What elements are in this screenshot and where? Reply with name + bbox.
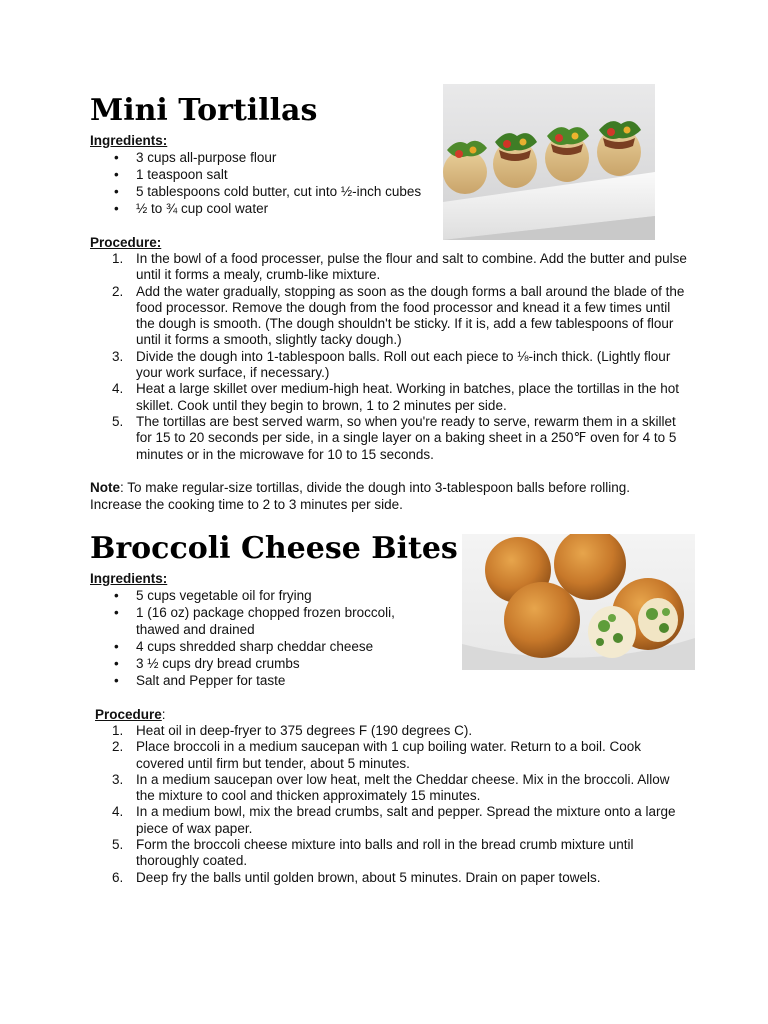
list-item bbox=[90, 251, 690, 284]
step-number: 3. bbox=[112, 771, 124, 787]
list-item bbox=[90, 772, 690, 805]
step-text: Divide the dough into 1-tablespoon balls. Roll out each piece to ⅛-inch thick. (Lightly flour your work surface, if necessary.) bbox=[136, 348, 671, 381]
step-number: 3. bbox=[112, 348, 124, 364]
list-item: • 3 cups all-purpose flour bbox=[90, 149, 690, 166]
note-paragraph bbox=[90, 479, 660, 513]
list-item: • 3 ½ cups dry bread crumbs bbox=[90, 655, 690, 672]
procedure-list bbox=[90, 723, 690, 886]
tacos-photo bbox=[443, 84, 655, 240]
procedure-heading: Procedure: bbox=[90, 235, 162, 250]
broccoli-bites-photo-illustration bbox=[462, 534, 695, 670]
list-item bbox=[90, 723, 690, 739]
procedure-list bbox=[90, 251, 690, 463]
step-number: 4. bbox=[112, 804, 124, 820]
step-number: 1. bbox=[112, 723, 124, 738]
step-number: 5. bbox=[112, 413, 124, 429]
procedure-heading-wrap bbox=[95, 706, 690, 723]
list-item: • Salt and Pepper for taste bbox=[90, 672, 690, 689]
recipe-title: Broccoli Cheese Bites bbox=[90, 531, 458, 566]
tacos-photo-illustration bbox=[443, 84, 655, 240]
step-number: 2. bbox=[112, 739, 124, 755]
list-item: • 1 teaspoon salt bbox=[90, 166, 690, 183]
list-item: • 5 tablespoons cold butter, cut into ½-inch cubes bbox=[90, 183, 690, 200]
note-text: : To make regular-size tortillas, divide the dough into 3-tablespoon balls before rolling. Increase the cooking time to 2 to 3 minutes per side. bbox=[90, 479, 631, 512]
list-item: • ½ to ¾ cup cool water bbox=[90, 200, 690, 217]
step-number: 1. bbox=[112, 251, 124, 266]
step-text: Add the water gradually, stopping as soon as the dough forms a ball around the blade of the food processor. Remove the dough from the food processor and knead it a few times until the dough is smooth. (The dough shouldn't be sticky. If it is, add a few tablespoons of flour until it forms a smooth, slightly tacky dough.) bbox=[136, 283, 685, 348]
step-number: 2. bbox=[112, 283, 124, 299]
list-item bbox=[90, 804, 690, 837]
step-number: 4. bbox=[112, 381, 124, 397]
procedure-colon: : bbox=[161, 707, 166, 722]
list-item bbox=[90, 837, 690, 870]
step-text: Heat oil in deep-fryer to 375 degrees F (190 degrees C). bbox=[136, 723, 473, 738]
list-item: • 1 (16 oz) package chopped frozen broccoli, thawed and drained bbox=[90, 604, 436, 638]
step-text: In a medium saucepan over low heat, melt the Cheddar cheese. Mix in the broccoli. Allow the mixture to cool and thicken approximately 15 minutes. bbox=[136, 771, 670, 804]
list-item: • 5 cups vegetable oil for frying bbox=[90, 587, 690, 604]
step-text: Heat a large skillet over medium-high heat. Working in batches, place the tortillas in the hot skillet. Cook until they begin to brown, 1 to 2 minutes per side. bbox=[136, 381, 680, 413]
ingredients-heading: Ingredients: bbox=[90, 571, 168, 586]
list-item bbox=[90, 349, 690, 382]
note-label: Note bbox=[90, 479, 120, 495]
list-item bbox=[90, 284, 690, 349]
list-item bbox=[90, 381, 690, 414]
step-text: Place broccoli in a medium saucepan with 1 cup boiling water. Return to a boil. Cook covered until firm but tender, about 5 minutes. bbox=[136, 739, 642, 771]
step-number: 6. bbox=[112, 869, 124, 885]
ingredients-heading: Ingredients: bbox=[90, 133, 168, 148]
list-item bbox=[90, 739, 690, 772]
list-item bbox=[90, 414, 690, 463]
broccoli-bites-photo bbox=[462, 534, 695, 670]
list-item: • 4 cups shredded sharp cheddar cheese bbox=[90, 638, 690, 655]
step-text: Form the broccoli cheese mixture into balls and roll in the bread crumb mixture until thoroughly coated. bbox=[136, 837, 634, 869]
step-text: Deep fry the balls until golden brown, about 5 minutes. Drain on paper towels. bbox=[136, 869, 601, 885]
recipe-title: Mini Tortillas bbox=[90, 93, 318, 128]
step-text: In the bowl of a food processer, pulse the flour and salt to combine. Add the butter and pulse until it forms a mealy, crumb-like mixture. bbox=[136, 251, 687, 283]
step-text: The tortillas are best served warm, so when you're ready to serve, rewarm them in a skillet for 15 to 20 seconds per side, in a single layer on a baking sheet in a 250℉ oven for 4 to 5 minutes or in the microwave for 10 to 15 seconds. bbox=[136, 413, 677, 462]
step-text: In a medium bowl, mix the bread crumbs, salt and pepper. Spread the mixture onto a large piece of wax paper. bbox=[136, 804, 676, 836]
list-item bbox=[90, 870, 690, 886]
procedure-heading: Procedure bbox=[95, 707, 162, 722]
step-number: 5. bbox=[112, 837, 124, 853]
